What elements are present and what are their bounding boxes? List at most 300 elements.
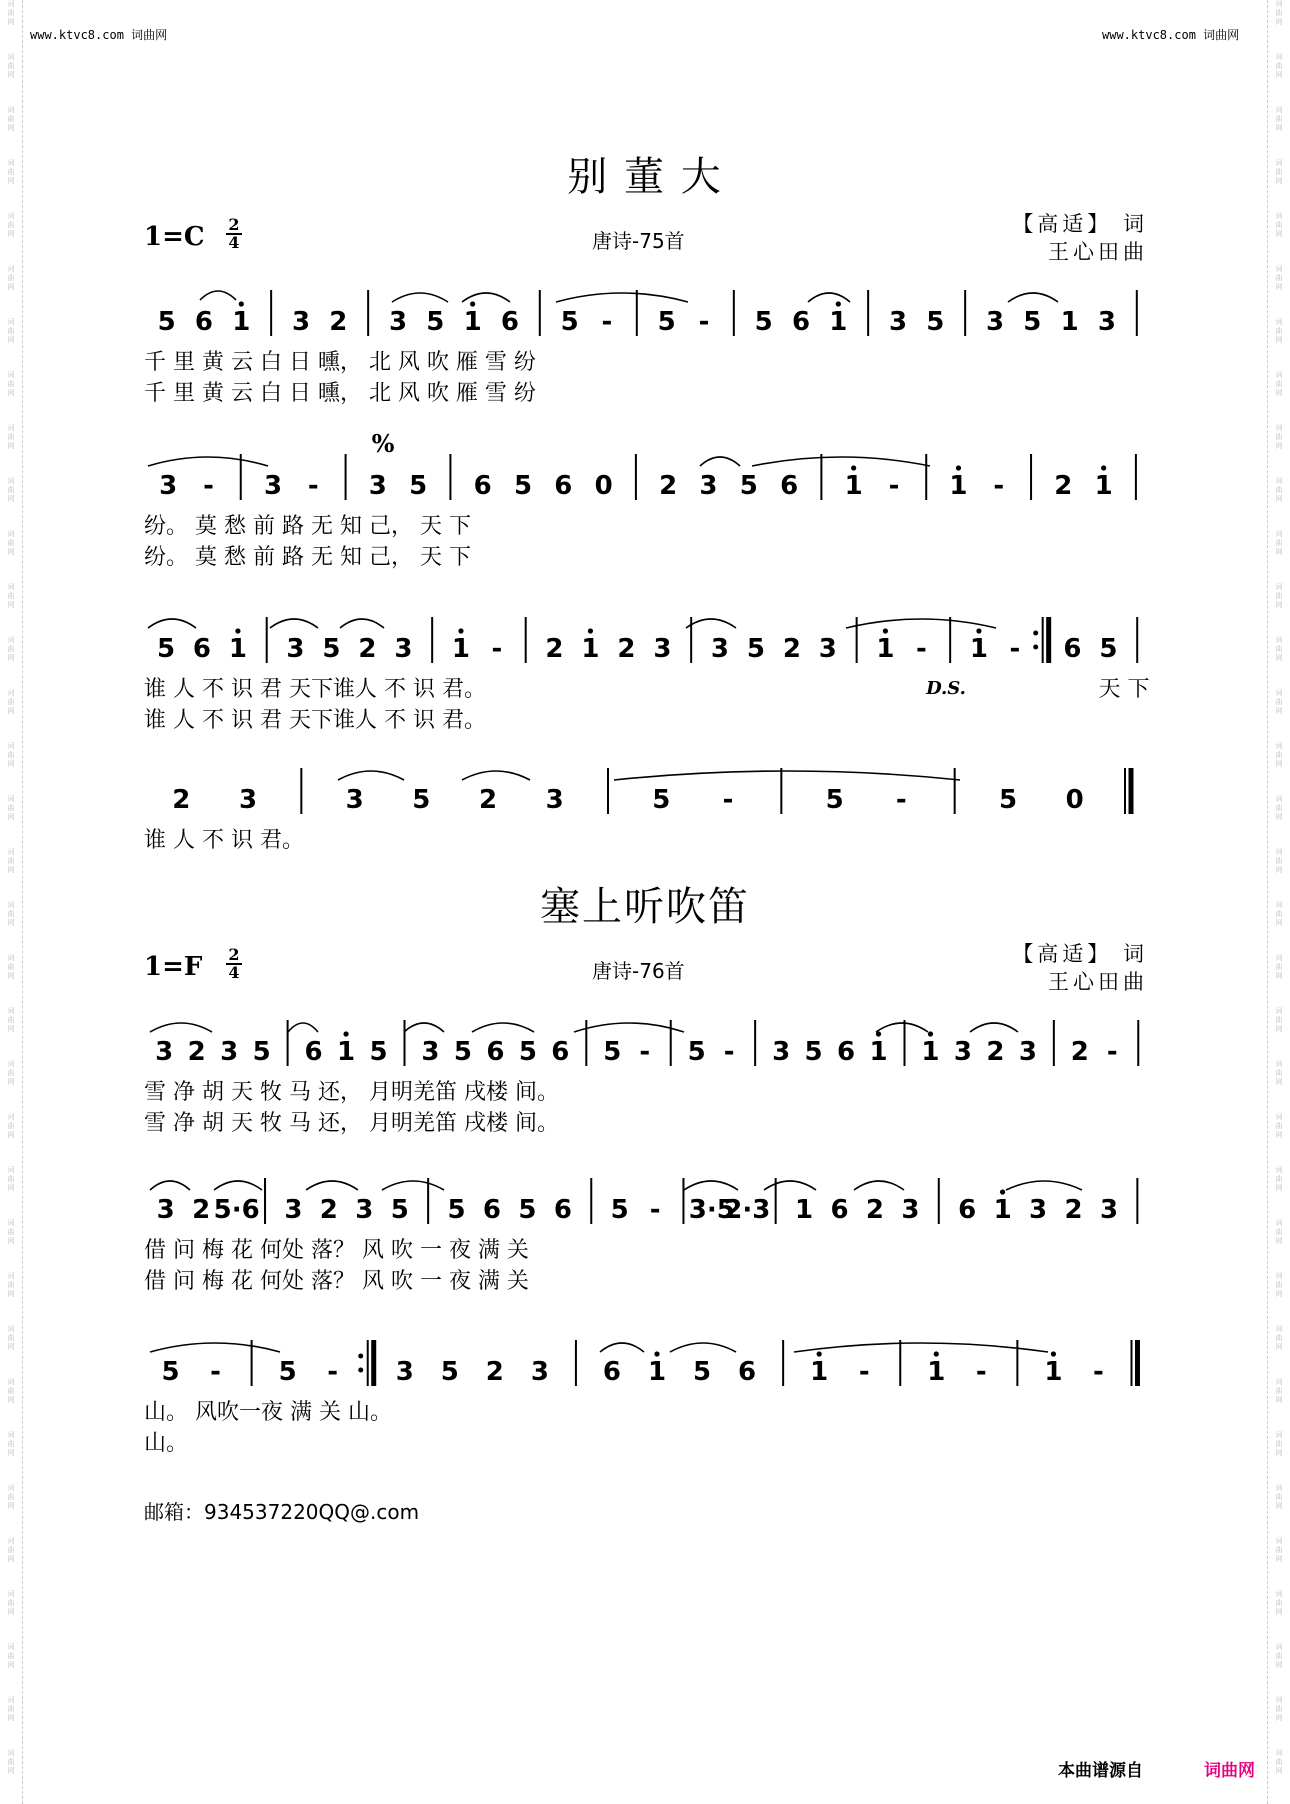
song1-line-3-note: 3 bbox=[818, 634, 837, 664]
song1-line-1-note: 6 bbox=[791, 307, 811, 337]
song1-line-3-lyric-2: 谁 人 不 识 君 天下谁人 不 识 君。 bbox=[144, 708, 486, 733]
slur-tie bbox=[1008, 293, 1058, 302]
side-watermark-text: 词 曲 网 bbox=[1275, 1325, 1283, 1351]
side-watermark-text: 词 曲 网 bbox=[7, 901, 15, 927]
side-watermark-text: 词 曲 网 bbox=[7, 1749, 15, 1775]
side-watermark-text: 词 曲 网 bbox=[1275, 159, 1283, 185]
side-watermark-text: 词 曲 网 bbox=[7, 1113, 15, 1139]
song2-line-3-repeat-dot bbox=[358, 1354, 363, 1359]
song1-line-4-note: 3 bbox=[238, 785, 258, 815]
song2-line-2-lyric-1: 借 问 梅 花 何处 落？ 风 吹 一 夜 满 关 bbox=[144, 1238, 529, 1263]
song1-line-3-note: 5 bbox=[1099, 634, 1118, 664]
song2-line-1-octave-dot bbox=[928, 1031, 933, 1036]
side-watermark-text: 词 曲 网 bbox=[1275, 1590, 1283, 1616]
song1-line-1-note: 1 bbox=[463, 307, 482, 337]
song1-line-4-note: 3 bbox=[345, 785, 364, 815]
side-watermark-text: 词 曲 网 bbox=[7, 265, 15, 291]
song1-line-1-note: 1 bbox=[1060, 307, 1079, 337]
side-watermark-text: 词 曲 网 bbox=[7, 1643, 15, 1669]
song2-line-1-note: 2 bbox=[1070, 1037, 1089, 1067]
slur-tie bbox=[600, 1343, 644, 1352]
song2-line-3-note: 6 bbox=[738, 1357, 757, 1387]
song1-line-3-note: 3 bbox=[653, 634, 672, 664]
song2-line-2-note: 3 bbox=[284, 1195, 303, 1225]
slur-tie bbox=[404, 1023, 444, 1032]
song2-line-3-note: - bbox=[975, 1357, 987, 1387]
song1-line-1-octave-dot bbox=[836, 301, 841, 306]
song2-key: 1=F bbox=[144, 952, 203, 982]
song1-line-3-note: 6 bbox=[192, 634, 212, 664]
song2-composer: 王心田曲 bbox=[1048, 970, 1148, 994]
song2-line-1-note: - bbox=[1106, 1037, 1118, 1067]
song2-line-1-note: 3 bbox=[220, 1037, 239, 1067]
song2-line-2-note: 6 bbox=[830, 1195, 849, 1225]
song1-line-2-note: - bbox=[203, 471, 214, 501]
slur-tie bbox=[614, 771, 960, 780]
song2-line-1-note: 3 bbox=[953, 1037, 972, 1067]
song1-line-3-note: - bbox=[915, 634, 927, 664]
song2-line-1-note: 1 bbox=[869, 1037, 888, 1067]
song1-line-3-note: 2 bbox=[358, 634, 377, 664]
slur-tie bbox=[148, 619, 196, 628]
side-watermark-text: 词 曲 网 bbox=[1275, 1007, 1283, 1033]
side-watermark-text: 词 曲 网 bbox=[7, 159, 15, 185]
song2-line-3-note: 3 bbox=[395, 1357, 414, 1387]
song1-line-2-note: 3 bbox=[699, 471, 718, 501]
song1-line-1-note: 6 bbox=[194, 307, 214, 337]
song2-line-2-note: 5 bbox=[610, 1195, 629, 1225]
ds-mark: D.S. bbox=[926, 678, 966, 699]
song2-line-1-note: 3 bbox=[421, 1037, 440, 1067]
slur-tie bbox=[150, 1181, 190, 1190]
side-watermark-text: 词 曲 网 bbox=[7, 53, 15, 79]
slur-tie bbox=[270, 619, 318, 628]
song1-line-3-lyric-1: 谁 人 不 识 君 天下谁人 不 识 君。 bbox=[144, 677, 486, 702]
song1-line-2-note: 5 bbox=[409, 471, 428, 501]
side-watermark-text: 词 曲 网 bbox=[7, 0, 15, 26]
song1-line-4-lyric-1: 谁 人 不 识 君。 bbox=[144, 828, 304, 853]
song1-line-3-octave-dot bbox=[458, 628, 463, 633]
song2-line-2-note: 2 bbox=[865, 1195, 884, 1225]
side-watermark-text: 词 曲 网 bbox=[1275, 530, 1283, 556]
song1-line-2-note: 2 bbox=[1054, 471, 1073, 501]
song2-line-3-note: 5 bbox=[440, 1357, 459, 1387]
footer-brand[interactable]: 词曲网 bbox=[1204, 1761, 1255, 1781]
song1-key: 1=C bbox=[144, 222, 205, 252]
side-watermark-text: 词 曲 网 bbox=[7, 848, 15, 874]
side-watermark-text: 词 曲 网 bbox=[1275, 742, 1283, 768]
song2-line-2-lyric-2: 借 问 梅 花 何处 落？ 风 吹 一 夜 满 关 bbox=[144, 1269, 529, 1294]
song2-line-2-note: 5 bbox=[447, 1195, 466, 1225]
side-watermark-text: 词 曲 网 bbox=[7, 954, 15, 980]
song1-line-4-note: - bbox=[895, 785, 907, 815]
song1-line-1-note: 3 bbox=[888, 307, 908, 337]
side-watermark-text: 词 曲 网 bbox=[7, 1378, 15, 1404]
song1-line-1-note: 5 bbox=[657, 307, 676, 337]
song1-subtitle: 唐诗-75首 bbox=[592, 229, 685, 253]
side-watermark-text: 词 曲 网 bbox=[7, 1696, 15, 1722]
side-watermark-text: 词 曲 网 bbox=[7, 1060, 15, 1086]
side-watermark-text: 词 曲 网 bbox=[1275, 1431, 1283, 1457]
side-watermark-text: 词 曲 网 bbox=[1275, 318, 1283, 344]
song2-line-2-note: - bbox=[649, 1195, 661, 1225]
song1-line-2-note: 3 bbox=[263, 471, 283, 501]
side-watermark-text: 词 曲 网 bbox=[1275, 1537, 1283, 1563]
song1-line-2-lyric-2: 纷。 莫 愁 前 路 无 知 己， 天 下 bbox=[144, 545, 471, 570]
side-watermark-text: 词 曲 网 bbox=[1275, 424, 1283, 450]
side-watermark-text: 词 曲 网 bbox=[1275, 0, 1283, 26]
song2-line-1-note: 2 bbox=[986, 1037, 1005, 1067]
side-watermark-text: 词 曲 网 bbox=[7, 371, 15, 397]
footer-source: 本曲谱源自 bbox=[1058, 1761, 1143, 1781]
song2-line-1-note: 6 bbox=[486, 1037, 505, 1067]
song2-line-1-note: 5 bbox=[687, 1037, 706, 1067]
song1-line-1-octave-dot bbox=[470, 301, 475, 306]
side-watermark-text: 词 曲 网 bbox=[1275, 212, 1283, 238]
song1-line-2-note: 6 bbox=[554, 471, 573, 501]
song2-subtitle: 唐诗-76首 bbox=[592, 959, 685, 983]
side-watermark-text: 词 曲 网 bbox=[1275, 1696, 1283, 1722]
song1-line-3-octave-dot bbox=[235, 628, 240, 633]
side-watermark-text: 词 曲 网 bbox=[1275, 477, 1283, 503]
song1-line-3-note: 1 bbox=[228, 634, 247, 664]
song1-line-4-note: - bbox=[722, 785, 734, 815]
song2-line-2-note: 2 bbox=[192, 1195, 211, 1225]
song2-line-3-note: - bbox=[327, 1357, 339, 1387]
song2-line-3-note: - bbox=[210, 1357, 221, 1387]
side-watermark-text: 词 曲 网 bbox=[1275, 106, 1283, 132]
song1-line-4-note: 5 bbox=[412, 785, 431, 815]
song1-line-2-note: 1 bbox=[1094, 471, 1113, 501]
side-watermark-text: 词 曲 网 bbox=[7, 1219, 15, 1245]
song1-line-1-note: - bbox=[601, 307, 613, 337]
side-watermark-text: 词 曲 网 bbox=[1275, 795, 1283, 821]
song1-line-2-note: 3 bbox=[159, 471, 178, 501]
song1-line-3-note: 5 bbox=[322, 634, 341, 664]
song1-line-1-note: 5 bbox=[560, 307, 579, 337]
slur-tie bbox=[462, 771, 530, 780]
side-watermark-text: 词 曲 网 bbox=[1275, 265, 1283, 291]
song1-line-3-repeat-dot bbox=[1033, 631, 1038, 636]
song2-line-3-note: 3 bbox=[530, 1357, 549, 1387]
side-watermark-text: 词 曲 网 bbox=[1275, 901, 1283, 927]
song1-line-2-octave-dot bbox=[1101, 465, 1106, 470]
song1-line-3-note: 3 bbox=[286, 634, 305, 664]
song1-line-1-note: 3 bbox=[291, 307, 311, 337]
song1-line-2-note: 5 bbox=[513, 471, 533, 501]
slur-tie bbox=[700, 457, 740, 466]
slur-tie bbox=[1006, 1181, 1082, 1190]
song2-line-1-note: 3 bbox=[772, 1037, 791, 1067]
side-watermark-text: 词 曲 网 bbox=[7, 795, 15, 821]
song2-line-2-octave-dot bbox=[1000, 1189, 1005, 1194]
song2-line-2-note: 1 bbox=[794, 1195, 814, 1225]
song2-line-1-note: 5 bbox=[804, 1037, 823, 1067]
slur-tie bbox=[574, 1023, 684, 1032]
side-watermark-text: 词 曲 网 bbox=[7, 1007, 15, 1033]
side-watermark-text: 词 曲 网 bbox=[1275, 1272, 1283, 1298]
song1-line-1-lyric-2: 千 里 黄 云 白 日 曛， 北 风 吹 雁 雪 纷 bbox=[144, 381, 536, 406]
song2-line-3-note: 1 bbox=[810, 1357, 829, 1387]
song1-line-3-note: 3 bbox=[394, 634, 413, 664]
side-watermark-text: 词 曲 网 bbox=[7, 212, 15, 238]
side-watermark-text: 词 曲 网 bbox=[7, 1537, 15, 1563]
song2-line-3-repeat-dot bbox=[358, 1368, 363, 1373]
song2-line-3-lyric-1: 山。 风吹一夜 满 关 山。 bbox=[144, 1400, 392, 1425]
slur-tie bbox=[752, 457, 930, 466]
slur-tie bbox=[846, 619, 996, 628]
side-watermark-text: 词 曲 网 bbox=[1275, 1166, 1283, 1192]
song1-line-1-octave-dot bbox=[239, 301, 244, 306]
song2-line-2-note: 3 bbox=[1029, 1195, 1048, 1225]
slur-tie bbox=[150, 1343, 280, 1352]
song2-title: 塞上听吹笛 bbox=[540, 884, 750, 930]
song2-line-2-note: 2 bbox=[1064, 1195, 1083, 1225]
song1-line-1-note: 3 bbox=[985, 307, 1005, 337]
song2-line-2-note: 2·3 bbox=[724, 1195, 771, 1225]
song1-line-3-repeat-dot bbox=[1033, 645, 1038, 650]
slur-tie bbox=[382, 1181, 444, 1190]
slur-tie bbox=[214, 1181, 262, 1190]
song2-line-2-note: 5·6 bbox=[213, 1195, 260, 1225]
slur-tie bbox=[808, 293, 850, 302]
song1-line-3-note: 3 bbox=[710, 634, 729, 664]
song2-line-3-note: 1 bbox=[647, 1357, 667, 1387]
song2-line-3-lyric-2: 山。 bbox=[144, 1431, 189, 1456]
song2-line-1-note: 1 bbox=[337, 1037, 356, 1067]
song1-lyricist: 【高适】 词 bbox=[1012, 212, 1148, 236]
slur-tie bbox=[854, 1181, 904, 1190]
song1-line-1-note: 5 bbox=[754, 307, 773, 337]
slur-tie bbox=[686, 619, 736, 628]
song2-line-3-note: 1 bbox=[1044, 1357, 1063, 1387]
side-watermark-text: 词 曲 网 bbox=[1275, 1749, 1283, 1775]
song2-line-2-note: 6 bbox=[482, 1195, 502, 1225]
song1-line-1-note: 5 bbox=[1023, 307, 1042, 337]
song1-line-3-note: - bbox=[1009, 634, 1021, 664]
slur-tie bbox=[150, 1023, 212, 1032]
header-right-site: www.ktvc8.com 词曲网 bbox=[1102, 28, 1240, 42]
song1-line-3-octave-dot bbox=[976, 628, 981, 633]
side-watermark-text: 词 曲 网 bbox=[1275, 848, 1283, 874]
song1-line-2-note: 2 bbox=[659, 471, 678, 501]
side-watermark-text: 词 曲 网 bbox=[7, 424, 15, 450]
slur-tie bbox=[670, 1343, 736, 1352]
song2-line-3-note: 5 bbox=[161, 1357, 180, 1387]
song2-lyricist: 【高适】 词 bbox=[1012, 942, 1148, 966]
song2-line-2-note: 3·5 bbox=[688, 1195, 735, 1225]
song1-line-1-note: 2 bbox=[329, 307, 348, 337]
song1-line-4-note: 5 bbox=[652, 785, 671, 815]
song1-line-3-note: 2 bbox=[782, 634, 801, 664]
song1-line-1-note: 1 bbox=[232, 307, 251, 337]
slur-tie bbox=[288, 1023, 318, 1032]
song1-title: 别 董 大 bbox=[567, 154, 723, 200]
side-watermark-text: 词 曲 网 bbox=[1275, 53, 1283, 79]
song2-line-1-note: 5 bbox=[453, 1037, 472, 1067]
song1-line-3-note: 1 bbox=[581, 634, 600, 664]
song2-line-2-note: 3 bbox=[1099, 1195, 1119, 1225]
song1-line-4-note: 2 bbox=[478, 785, 498, 815]
song1-line-2-note: - bbox=[888, 471, 900, 501]
side-watermark-text: 词 曲 网 bbox=[1275, 689, 1283, 715]
song2-line-1-note: 6 bbox=[551, 1037, 570, 1067]
song2-line-2-note: 5 bbox=[390, 1195, 409, 1225]
song1-line-4-note: 2 bbox=[172, 785, 191, 815]
side-watermark-text: 词 曲 网 bbox=[7, 106, 15, 132]
side-watermark-text: 词 曲 网 bbox=[1275, 1113, 1283, 1139]
slur-tie bbox=[684, 1181, 738, 1190]
song2-line-3-octave-dot bbox=[934, 1351, 939, 1356]
song1-line-2-lyric-1: 纷。 莫 愁 前 路 无 知 己， 天 下 bbox=[144, 514, 471, 539]
slur-tie bbox=[200, 291, 236, 300]
song1-line-2-note: - bbox=[307, 471, 319, 501]
slur-tie bbox=[876, 1023, 928, 1032]
side-watermark-text: 词 曲 网 bbox=[7, 477, 15, 503]
side-watermark-text: 词 曲 网 bbox=[7, 583, 15, 609]
song2-line-3-note: 1 bbox=[927, 1357, 946, 1387]
song1-line-3-note: 6 bbox=[1063, 634, 1082, 664]
side-watermark-text: 词 曲 网 bbox=[7, 742, 15, 768]
song2-line-2-note: 6 bbox=[553, 1195, 572, 1225]
song1-line-3-note: 5 bbox=[746, 634, 765, 664]
song2-line-3-note: - bbox=[1093, 1357, 1104, 1387]
song1-line-2-note: 6 bbox=[780, 471, 799, 501]
song2-line-2-note: 1 bbox=[993, 1195, 1012, 1225]
song2-line-1-note: 5 bbox=[369, 1037, 388, 1067]
song1-line-1-note: 6 bbox=[500, 307, 519, 337]
song2-line-1-note: 6 bbox=[304, 1037, 323, 1067]
song2-line-1-note: 5 bbox=[252, 1037, 271, 1067]
song1-line-4-note: 3 bbox=[545, 785, 564, 815]
song1-line-4-note: 5 bbox=[825, 785, 844, 815]
side-watermark-text: 词 曲 网 bbox=[1275, 1643, 1283, 1669]
slur-tie bbox=[556, 293, 688, 302]
slur-tie bbox=[338, 771, 404, 780]
side-watermark-text: 词 曲 网 bbox=[7, 1484, 15, 1510]
slur-tie bbox=[340, 619, 384, 628]
song2-line-1-note: - bbox=[723, 1037, 735, 1067]
song2-line-2-note: 5 bbox=[518, 1195, 537, 1225]
side-watermark-text: 词 曲 网 bbox=[1275, 1484, 1283, 1510]
song2-line-1-note: - bbox=[639, 1037, 651, 1067]
song1-line-3-note: 1 bbox=[451, 634, 470, 664]
side-watermark-text: 词 曲 网 bbox=[7, 636, 15, 662]
song2-line-1-note: 5 bbox=[518, 1037, 537, 1067]
song1-line-3-note: 1 bbox=[969, 634, 988, 664]
song1-line-2-note: 6 bbox=[473, 471, 492, 501]
song2-line-2-note: 3 bbox=[901, 1195, 920, 1225]
song2-line-3-note: 6 bbox=[602, 1357, 622, 1387]
side-watermark-text: 词 曲 网 bbox=[7, 1325, 15, 1351]
side-watermark-text: 词 曲 网 bbox=[7, 1590, 15, 1616]
slur-tie bbox=[970, 1023, 1018, 1032]
side-watermark-text: 词 曲 网 bbox=[7, 689, 15, 715]
slur-tie bbox=[462, 293, 510, 302]
song2-line-3-octave-dot bbox=[817, 1351, 822, 1356]
slur-tie bbox=[472, 1023, 534, 1032]
segno-sign: % bbox=[371, 429, 395, 458]
song1-line-2-octave-dot bbox=[956, 465, 961, 470]
side-watermark-text: 词 曲 网 bbox=[1275, 954, 1283, 980]
song1-time-signature: 2 4 bbox=[226, 218, 242, 250]
song1-line-2-note: 1 bbox=[844, 471, 863, 501]
side-watermark-text: 词 曲 网 bbox=[1275, 1060, 1283, 1086]
song2-line-1-note: 3 bbox=[155, 1037, 174, 1067]
song1-line-3-octave-dot bbox=[883, 628, 888, 633]
song2-line-2-note: 6 bbox=[958, 1195, 977, 1225]
header-left-site: www.ktvc8.com 词曲网 bbox=[30, 28, 168, 42]
song2-line-1-octave-dot bbox=[343, 1031, 348, 1036]
slur-tie bbox=[764, 1181, 816, 1190]
song2-line-1-lyric-2: 雪 净 胡 天 牧 马 还， 月明羌笛 戌楼 间。 bbox=[144, 1111, 559, 1136]
song1-line-4-note: 5 bbox=[998, 785, 1018, 815]
song1-line-3-octave-dot bbox=[588, 628, 593, 633]
song1-line-3-note: 5 bbox=[156, 634, 176, 664]
song1-line-4-note: 0 bbox=[1065, 785, 1084, 815]
side-watermark-text: 词 曲 网 bbox=[1275, 1219, 1283, 1245]
song1-line-3-note: 1 bbox=[876, 634, 895, 664]
side-watermark-text: 词 曲 网 bbox=[1275, 583, 1283, 609]
song2-line-3-octave-dot bbox=[654, 1351, 659, 1356]
song2-line-2-note: 2 bbox=[319, 1195, 338, 1225]
song2-line-3-note: - bbox=[858, 1357, 870, 1387]
song1-line-2-note: 5 bbox=[739, 471, 758, 501]
song1-line-2-note: 3 bbox=[368, 471, 387, 501]
song2-line-1-note: 1 bbox=[921, 1037, 940, 1067]
side-watermark-text: 词 曲 网 bbox=[7, 1166, 15, 1192]
slur-tie bbox=[794, 1343, 1048, 1352]
song1-line-2-note: 1 bbox=[949, 471, 968, 501]
side-watermark-text: 词 曲 网 bbox=[7, 1431, 15, 1457]
song1-line-1-note: 5 bbox=[926, 307, 945, 337]
song1-line-3-lyric-end: 天 下 bbox=[1098, 677, 1150, 702]
song2-line-1-lyric-1: 雪 净 胡 天 牧 马 还， 月明羌笛 戌楼 间。 bbox=[144, 1080, 559, 1105]
side-watermark-text: 词 曲 网 bbox=[1275, 1378, 1283, 1404]
song1-line-1-note: 3 bbox=[388, 307, 408, 337]
side-watermark-text: 词 曲 网 bbox=[7, 1272, 15, 1298]
song2-line-3-note: 2 bbox=[485, 1357, 504, 1387]
song1-line-2-octave-dot bbox=[851, 465, 856, 470]
contact-email: 邮箱：934537220QQ@.com bbox=[144, 1500, 420, 1524]
song2-line-2-note: 3 bbox=[355, 1195, 374, 1225]
song2-line-2-note: 3 bbox=[156, 1195, 175, 1225]
song1-line-1-note: - bbox=[698, 307, 710, 337]
song1-line-3-note: 2 bbox=[617, 634, 636, 664]
song1-composer: 王心田曲 bbox=[1048, 240, 1148, 264]
slur-tie bbox=[306, 1181, 358, 1190]
slur-tie bbox=[148, 457, 268, 466]
song2-line-1-note: 3 bbox=[1018, 1037, 1037, 1067]
song2-line-3-note: 5 bbox=[693, 1357, 712, 1387]
song1-line-1-note: 5 bbox=[157, 307, 176, 337]
song2-time-signature: 2 4 bbox=[226, 948, 242, 980]
song2-line-1-note: 6 bbox=[837, 1037, 856, 1067]
song2-line-3-octave-dot bbox=[1051, 1351, 1056, 1356]
song1-line-1-lyric-1: 千 里 黄 云 白 日 曛， 北 风 吹 雁 雪 纷 bbox=[144, 350, 536, 375]
side-watermark-text: 词 曲 网 bbox=[7, 530, 15, 556]
side-watermark-text: 词 曲 网 bbox=[1275, 371, 1283, 397]
song1-line-2-note: 0 bbox=[594, 471, 613, 501]
song1-line-1-note: 5 bbox=[426, 307, 445, 337]
side-watermark-text: 词 曲 网 bbox=[1275, 636, 1283, 662]
song1-line-3-note: 2 bbox=[545, 634, 564, 664]
song1-line-1-note: 3 bbox=[1097, 307, 1117, 337]
song2-line-3-note: 5 bbox=[278, 1357, 297, 1387]
song1-line-3-note: - bbox=[491, 634, 503, 664]
song1-line-2-note: - bbox=[993, 471, 1005, 501]
side-watermark-text: 词 曲 网 bbox=[7, 318, 15, 344]
